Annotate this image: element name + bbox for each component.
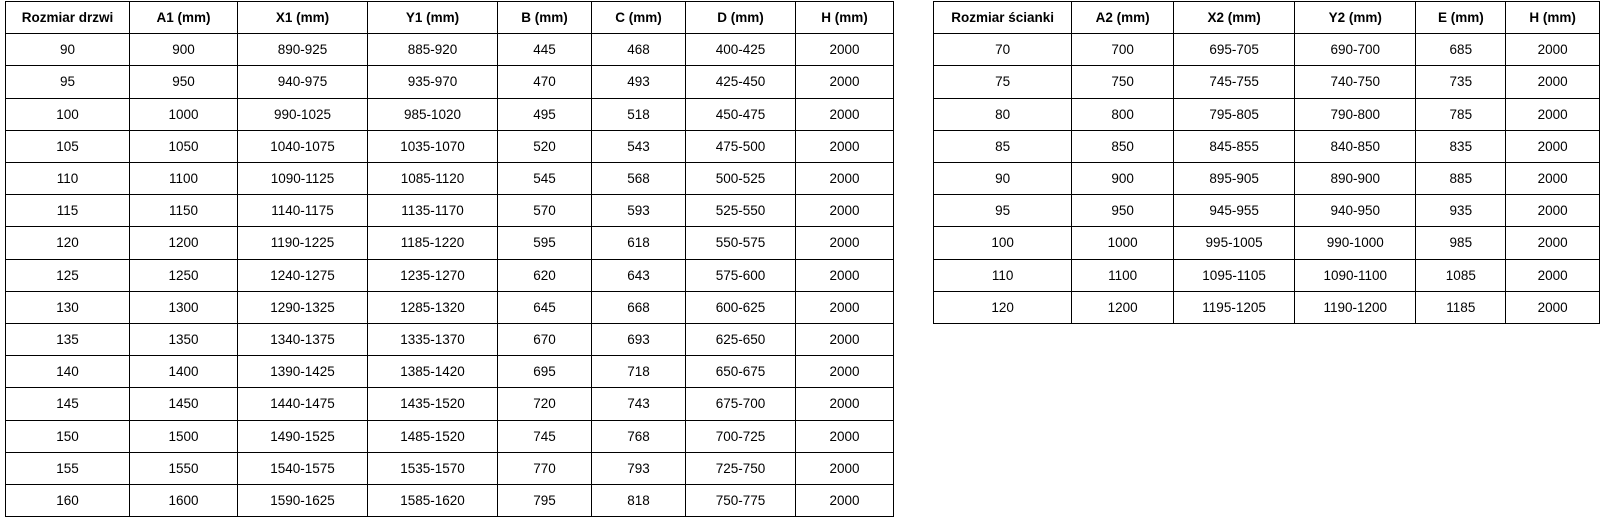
table-cell: 140 [6,356,130,388]
table-cell: 1590-1625 [238,485,368,517]
table-row [934,195,1600,227]
table-row [934,130,1600,162]
table-cell: 525-550 [686,195,796,227]
table-cell: 693 [592,324,686,356]
table-row [6,356,894,388]
table-cell: 1490-1525 [238,420,368,452]
table-cell: 1085 [1416,259,1506,291]
table-cell: 1550 [130,452,238,484]
table-cell: 2000 [796,259,894,291]
table-cell: 1450 [130,388,238,420]
table-cell: 1400 [130,356,238,388]
table-cell: 150 [6,420,130,452]
table-cell: 1500 [130,420,238,452]
table-cell: 990-1000 [1295,227,1416,259]
table-cell: 2000 [796,452,894,484]
column-header-7: H (mm) [796,2,894,34]
table-cell: 2000 [1506,98,1600,130]
table-cell: 1240-1275 [238,259,368,291]
table-cell: 740-750 [1295,66,1416,98]
table-cell: 135 [6,324,130,356]
table-cell: 845-855 [1173,130,1294,162]
table-cell: 940-950 [1295,195,1416,227]
table-cell: 70 [934,34,1072,66]
table-cell: 2000 [796,291,894,323]
table-cell: 1185-1220 [368,227,498,259]
table-cell: 735 [1416,66,1506,98]
table-cell: 890-925 [238,34,368,66]
column-header-1: A1 (mm) [130,2,238,34]
table-row [934,66,1600,98]
table-cell: 2000 [796,356,894,388]
table-cell: 1190-1200 [1295,291,1416,323]
table-cell: 600-625 [686,291,796,323]
table-cell: 1340-1375 [238,324,368,356]
table-cell: 690-700 [1295,34,1416,66]
table-cell: 110 [6,163,130,195]
table-cell: 743 [592,388,686,420]
table-cell: 543 [592,130,686,162]
table-cell: 795-805 [1173,98,1294,130]
table-cell: 750 [1072,66,1174,98]
table-cell: 2000 [796,227,894,259]
table-cell: 115 [6,195,130,227]
table-cell: 718 [592,356,686,388]
column-header-1: A2 (mm) [1072,2,1174,34]
table-cell: 1090-1100 [1295,259,1416,291]
table-cell: 950 [130,66,238,98]
table-cell: 1200 [1072,291,1174,323]
table-cell: 1585-1620 [368,485,498,517]
table-cell: 110 [934,259,1072,291]
table-cell: 645 [498,291,592,323]
table-row [934,259,1600,291]
table-cell: 160 [6,485,130,517]
table-cell: 793 [592,452,686,484]
table-cell: 900 [1072,163,1174,195]
table-cell: 1185 [1416,291,1506,323]
table-cell: 785 [1416,98,1506,130]
table-cell: 500-525 [686,163,796,195]
table-cell: 85 [934,130,1072,162]
table-cell: 668 [592,291,686,323]
table-cell: 468 [592,34,686,66]
table-cell: 550-575 [686,227,796,259]
table-cell: 2000 [1506,66,1600,98]
table-cell: 700-725 [686,420,796,452]
table-cell: 120 [934,291,1072,323]
table-row [6,388,894,420]
table-cell: 768 [592,420,686,452]
table-cell: 675-700 [686,388,796,420]
table-row [934,98,1600,130]
table-row [6,324,894,356]
table-cell: 995-1005 [1173,227,1294,259]
table-cell: 1300 [130,291,238,323]
table-cell: 95 [6,66,130,98]
walls-table-container [933,1,1600,324]
table-cell: 545 [498,163,592,195]
table-cell: 1485-1520 [368,420,498,452]
table-cell: 850 [1072,130,1174,162]
table-cell: 2000 [796,195,894,227]
table-cell: 2000 [796,130,894,162]
table-row [6,227,894,259]
table-cell: 1350 [130,324,238,356]
table-row [6,485,894,517]
table-cell: 750-775 [686,485,796,517]
walls-table-head [934,2,1600,34]
table-cell: 475-500 [686,130,796,162]
table-cell: 570 [498,195,592,227]
table-cell: 1190-1225 [238,227,368,259]
column-header-2: X1 (mm) [238,2,368,34]
table-cell: 593 [592,195,686,227]
table-cell: 2000 [1506,227,1600,259]
table-cell: 2000 [796,98,894,130]
doors-table-head [6,2,894,34]
table-cell: 885-920 [368,34,498,66]
walls-table-body [934,34,1600,324]
column-header-0: Rozmiar ścianki [934,2,1072,34]
table-cell: 1435-1520 [368,388,498,420]
table-cell: 495 [498,98,592,130]
table-cell: 885 [1416,163,1506,195]
table-cell: 400-425 [686,34,796,66]
table-cell: 940-975 [238,66,368,98]
table-cell: 795 [498,485,592,517]
table-cell: 1135-1170 [368,195,498,227]
column-header-4: B (mm) [498,2,592,34]
table-cell: 1150 [130,195,238,227]
table-cell: 935 [1416,195,1506,227]
table-cell: 1250 [130,259,238,291]
table-cell: 1100 [1072,259,1174,291]
table-cell: 2000 [1506,291,1600,323]
table-cell: 425-450 [686,66,796,98]
table-cell: 518 [592,98,686,130]
table-cell: 2000 [1506,259,1600,291]
column-header-3: Y1 (mm) [368,2,498,34]
doors-dimensions-table [5,1,894,517]
table-row [6,34,894,66]
column-header-2: X2 (mm) [1173,2,1294,34]
table-cell: 95 [934,195,1072,227]
table-cell: 790-800 [1295,98,1416,130]
table-cell: 493 [592,66,686,98]
table-cell: 770 [498,452,592,484]
table-cell: 1200 [130,227,238,259]
table-cell: 2000 [796,324,894,356]
table-cell: 595 [498,227,592,259]
table-cell: 1100 [130,163,238,195]
table-cell: 2000 [796,163,894,195]
table-cell: 1085-1120 [368,163,498,195]
table-cell: 990-1025 [238,98,368,130]
table-cell: 835 [1416,130,1506,162]
table-cell: 618 [592,227,686,259]
table-row [6,163,894,195]
column-header-3: Y2 (mm) [1295,2,1416,34]
doors-table-container [5,1,894,517]
table-cell: 685 [1416,34,1506,66]
table-cell: 725-750 [686,452,796,484]
table-cell: 1050 [130,130,238,162]
table-cell: 643 [592,259,686,291]
table-cell: 1385-1420 [368,356,498,388]
table-cell: 2000 [1506,34,1600,66]
table-cell: 2000 [796,485,894,517]
table-cell: 818 [592,485,686,517]
table-cell: 1440-1475 [238,388,368,420]
table-row [6,259,894,291]
table-cell: 470 [498,66,592,98]
table-cell: 890-900 [1295,163,1416,195]
table-cell: 1000 [130,98,238,130]
table-row [934,227,1600,259]
table-cell: 625-650 [686,324,796,356]
table-cell: 520 [498,130,592,162]
column-header-5: H (mm) [1506,2,1600,34]
table-cell: 575-600 [686,259,796,291]
table-row [934,291,1600,323]
table-cell: 105 [6,130,130,162]
table-cell: 2000 [796,34,894,66]
table-cell: 1090-1125 [238,163,368,195]
table-header-row [6,2,894,34]
doors-table-body [6,34,894,517]
table-row [6,195,894,227]
table-row [934,34,1600,66]
table-cell: 2000 [796,388,894,420]
table-row [934,163,1600,195]
table-cell: 720 [498,388,592,420]
table-row [6,291,894,323]
table-cell: 1535-1570 [368,452,498,484]
table-cell: 155 [6,452,130,484]
table-cell: 695-705 [1173,34,1294,66]
table-cell: 568 [592,163,686,195]
table-cell: 2000 [1506,163,1600,195]
table-cell: 1000 [1072,227,1174,259]
table-header-row [934,2,1600,34]
table-cell: 700 [1072,34,1174,66]
table-cell: 800 [1072,98,1174,130]
column-header-6: D (mm) [686,2,796,34]
table-cell: 100 [934,227,1072,259]
table-cell: 145 [6,388,130,420]
table-cell: 620 [498,259,592,291]
walls-dimensions-table [933,1,1600,324]
table-cell: 985-1020 [368,98,498,130]
table-cell: 120 [6,227,130,259]
table-cell: 945-955 [1173,195,1294,227]
column-header-4: E (mm) [1416,2,1506,34]
table-cell: 985 [1416,227,1506,259]
table-cell: 90 [934,163,1072,195]
table-cell: 2000 [796,66,894,98]
table-cell: 2000 [1506,195,1600,227]
table-cell: 445 [498,34,592,66]
table-cell: 1285-1320 [368,291,498,323]
table-cell: 670 [498,324,592,356]
table-cell: 2000 [796,420,894,452]
table-cell: 695 [498,356,592,388]
table-cell: 1035-1070 [368,130,498,162]
table-row [6,130,894,162]
table-cell: 950 [1072,195,1174,227]
table-cell: 90 [6,34,130,66]
table-cell: 935-970 [368,66,498,98]
table-cell: 80 [934,98,1072,130]
table-cell: 1195-1205 [1173,291,1294,323]
table-cell: 1095-1105 [1173,259,1294,291]
table-row [6,452,894,484]
table-cell: 1335-1370 [368,324,498,356]
table-cell: 840-850 [1295,130,1416,162]
column-header-0: Rozmiar drzwi [6,2,130,34]
table-cell: 1040-1075 [238,130,368,162]
table-cell: 650-675 [686,356,796,388]
table-row [6,98,894,130]
table-cell: 130 [6,291,130,323]
table-cell: 745 [498,420,592,452]
column-header-5: C (mm) [592,2,686,34]
table-cell: 1540-1575 [238,452,368,484]
table-cell: 2000 [1506,130,1600,162]
table-cell: 745-755 [1173,66,1294,98]
table-row [6,66,894,98]
table-cell: 895-905 [1173,163,1294,195]
table-cell: 125 [6,259,130,291]
table-cell: 1600 [130,485,238,517]
table-cell: 450-475 [686,98,796,130]
table-row [6,420,894,452]
table-cell: 1290-1325 [238,291,368,323]
table-cell: 100 [6,98,130,130]
table-cell: 1140-1175 [238,195,368,227]
table-cell: 900 [130,34,238,66]
table-cell: 75 [934,66,1072,98]
table-cell: 1235-1270 [368,259,498,291]
table-cell: 1390-1425 [238,356,368,388]
